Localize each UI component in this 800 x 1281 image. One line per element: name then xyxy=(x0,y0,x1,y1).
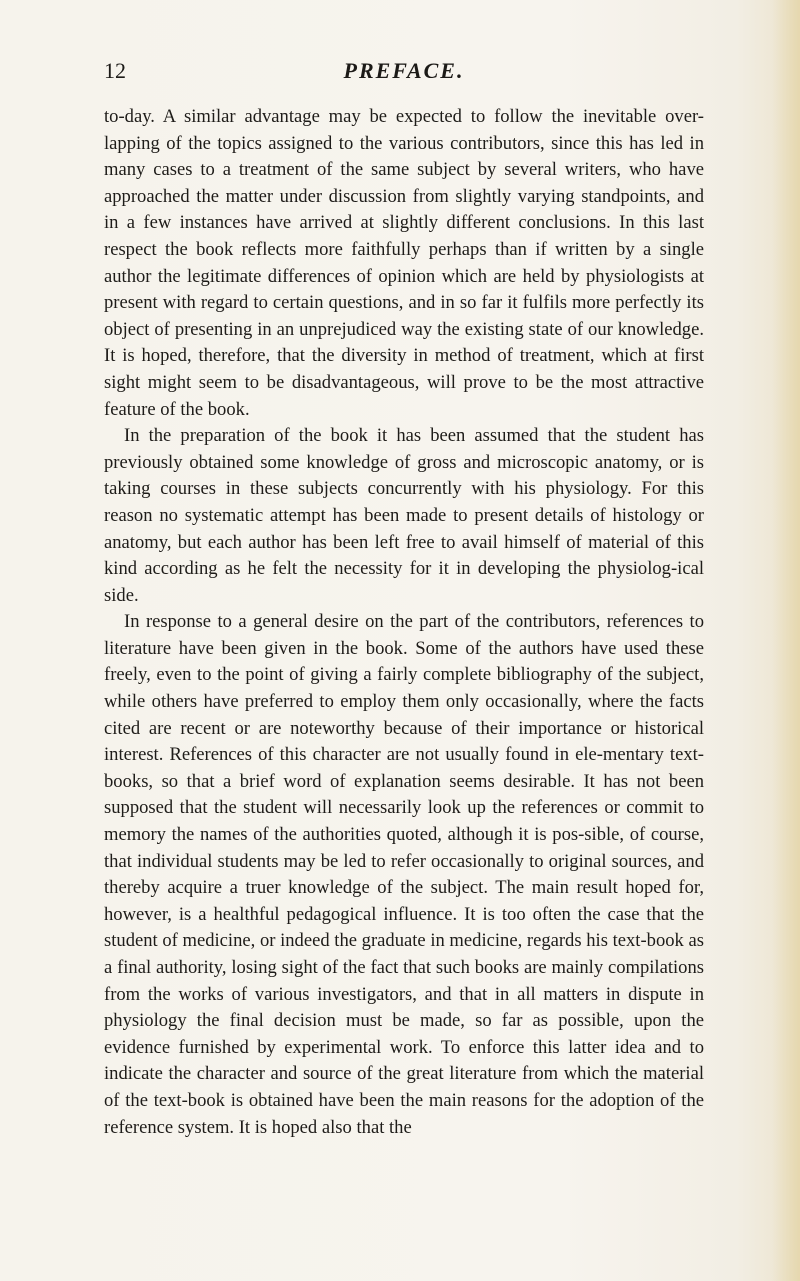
page-number: 12 xyxy=(104,58,126,83)
paragraph-references: In response to a general desire on the part of the contributors, references to literature have been given in the book. Some of the authors have used these freely, even to the point of giving a fairly complete bibliography of the subject, while others have preferred to employ them only occasionally, where the facts cited are recent or are noteworthy because of their importance or historical interest. References of this character are not usually found in ele-mentary text-books, so that a brief word of explanation seems desirable. It has not been supposed that the student will necessarily look up the references or commit to memory the names of the authorities quoted, although it is pos-sible, of course, that individual students may be led to refer occasionally to original sources, and thereby acquire a truer knowledge of the subject. The main result hoped for, however, is a healthful pedagogical influence. It is too often the case that the student of medicine, or indeed the graduate in medicine, regards his text-book as a final authority, losing sight of the fact that such books are mainly compilations from the works of various investigators, and that in all matters in dispute in physiology the final decision must be made, so far as possible, upon the evidence furnished by experimental work. To enforce this latter idea and to indicate the character and source of the great literature from which the material of the text-book is obtained have been the main reasons for the adoption of the reference system. It is hoped also that the xyxy=(104,611,704,1138)
page-header xyxy=(104,58,704,88)
page-edge-stain xyxy=(772,0,800,1281)
body-text xyxy=(104,104,704,1141)
paragraph-continued: to-day. A similar advantage may be expected to follow the inevitable over-lapping of the topics assigned to the various contributors, since this has led in many cases to a treatment of the same subject by several writers, who have approached the matter under discussion from slightly varying standpoints, and in a few instances have arrived at slightly different conclusions. In this last respect the book reflects more faithfully perhaps than if written by a single author the legitimate differences of opinion which are held by physiologists at present with regard to certain questions, and in so far it fulfils more perfectly its object of presenting in an unprejudiced way the existing state of our knowledge. It is hoped, therefore, that the diversity in method of treatment, which at first sight might seem to be disadvantageous, will prove to be the most attractive feature of the book. xyxy=(104,106,704,420)
running-title: PREFACE. xyxy=(343,58,465,83)
paragraph-preparation: In the preparation of the book it has been assumed that the student has previously obtained some knowledge of gross and microscopic anatomy, or is taking courses in these subjects concurrently with his physiology. For this reason no systematic attempt has been made to present details of histology or anatomy, but each author has been left free to avail himself of material of this kind according as he felt the necessity for it in developing the physiolog-ical side. xyxy=(104,425,704,606)
